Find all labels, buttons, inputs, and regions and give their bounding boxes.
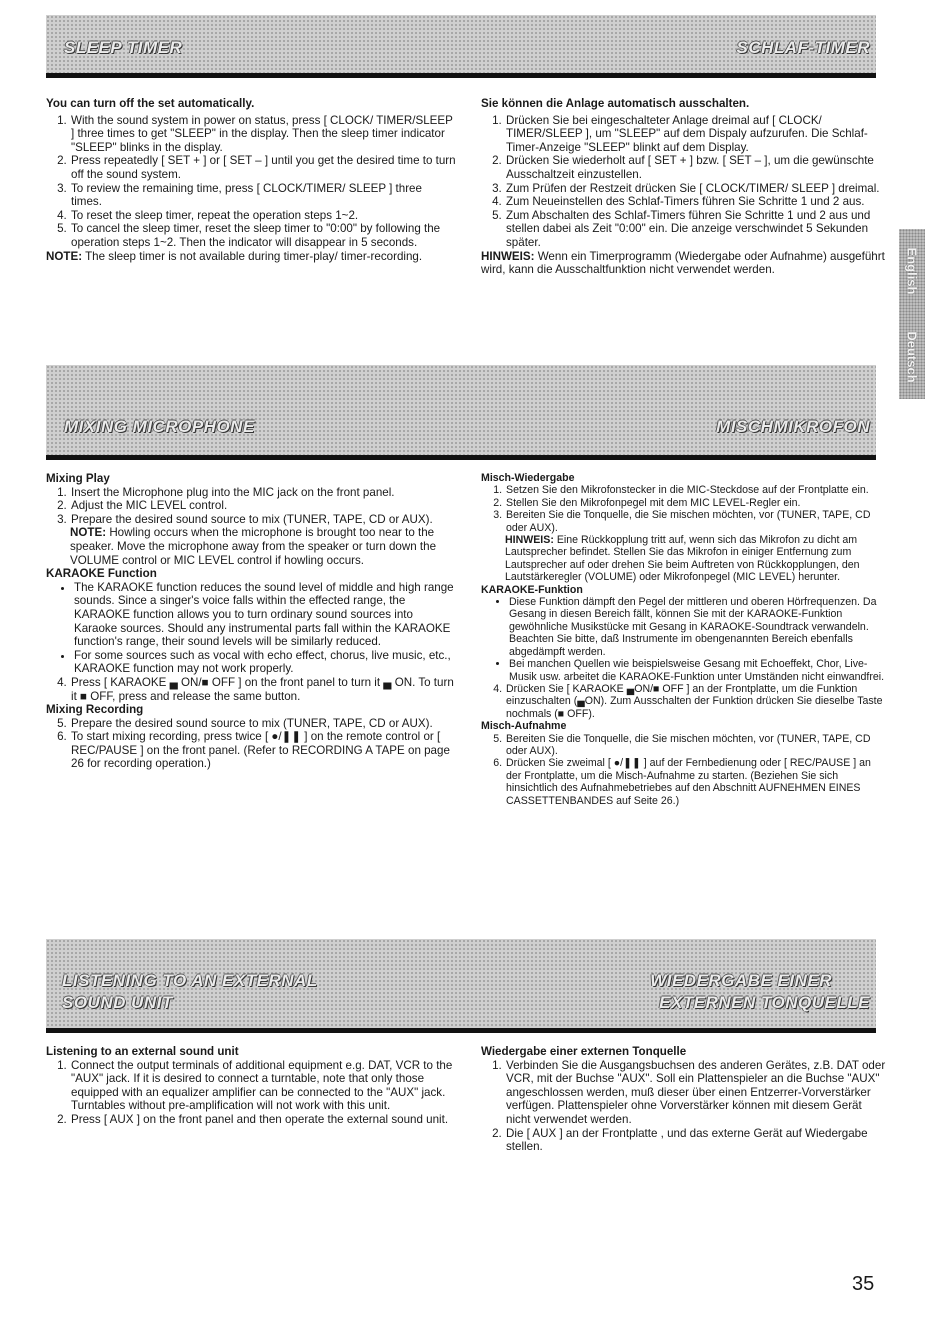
list-item: 5. Prepare the desired sound source to mix (TUNER, TAPE, CD or AUX).	[70, 717, 456, 731]
mixing-de-column	[481, 472, 888, 807]
list-item: 4. Press [ KARAOKE ▄ ON/■ OFF ] on the front panel to turn it ▄ ON. To turn it ■ OFF, press and release the same button.	[70, 676, 456, 703]
list-item: 4. Zum Neueinstellen des Schlaf-Timers führen Sie Schritte 1 und 2 aus.	[505, 195, 888, 209]
list-item: 1. With the sound system in power on status, press [ CLOCK/ TIMER/SLEEP ] three times to get "SLEEP" in the display. Then the sleep timer indicator "SLEEP" blinks in the display.	[70, 114, 456, 155]
list-item: 1. Insert the Microphone plug into the MIC jack on the front panel.	[70, 486, 456, 500]
list-item: 1. Verbinden Sie die Ausgangsbuchsen des anderen Gerätes, z.B. DAT oder VCR, mit der Buchse "AUX". Soll ein Plattenspieler an die Buchse "AUX" angeschlossen werden, muß dieser über einen Entzerrer-Vorverstärker verfügen. Plattenspieler ohne Vorverstärker können mit diesem Gerät nicht verwendet werden.	[505, 1059, 888, 1127]
external-de-column	[481, 1045, 888, 1154]
tab-english: English	[904, 247, 920, 295]
external-title-de-line2: EXTERNEN TONQUELLE	[659, 993, 870, 1012]
karaoke-bullets	[46, 581, 456, 676]
external-title-en-line1: LISTENING TO AN EXTERNAL	[62, 971, 318, 990]
karaoke-funktion-steps	[481, 683, 888, 720]
list-item: • Bei manchen Quellen wie beispielsweise Gesang mit Echoeffekt, Chor, Live-Musik usw. arbeitet die KARAOKE-Funktion unter Umständen nicht einwandfrei.	[509, 658, 888, 683]
note-label: HINWEIS:	[481, 249, 535, 263]
note-label: HINWEIS:	[505, 534, 554, 547]
external-de-steps	[481, 1059, 888, 1154]
sleep-title-en: SLEEP TIMER	[64, 38, 183, 57]
misch-aufnahme-steps	[481, 733, 888, 807]
note-label: NOTE:	[46, 249, 83, 263]
list-item: 4. To reset the sleep timer, repeat the operation steps 1~2.	[70, 209, 456, 223]
list-item: 2. Adjust the MIC LEVEL control.	[70, 499, 456, 513]
mixing-de-note	[481, 534, 888, 584]
sleep-en-column	[46, 97, 456, 263]
list-item: 3. Prepare the desired sound source to mix (TUNER, TAPE, CD or AUX).	[70, 513, 456, 527]
misch-wiedergabe-steps	[481, 484, 888, 534]
mixing-recording-heading: Mixing Recording	[46, 703, 144, 717]
sleep-en-note	[46, 250, 456, 264]
list-item: 1. Setzen Sie den Mikrofonstecker in die MIC-Steckdose auf der Frontplatte ein.	[505, 484, 888, 496]
list-item: 4. Drücken Sie [ KARAOKE ▄ON/■ OFF ] an der Frontplatte, um die Funktion einzuschalten (▄ON). Zum Ausschalten der Funktion drücken Sie dieselbe Taste nochmals (■ OFF).	[505, 683, 888, 720]
sleep-de-column	[481, 97, 888, 277]
note-text: Howling occurs when the microphone is brought too near to the speaker. Move the microphone away from the speaker or turn down the VOLUME control or MIC LEVEL control if howling occurs.	[70, 526, 437, 567]
list-item: 3. To review the remaining time, press [ CLOCK/TIMER/ SLEEP ] three times.	[70, 182, 456, 209]
sleep-de-heading: Sie können die Anlage automatisch ausschalten.	[481, 97, 750, 110]
list-item: 5. Zum Abschalten des Schlaf-Timers führen Sie Schritte 1 und 2 aus und stellen dabei als Zeit "0:00" ein. Die anzeige verschwindet 5 Sekunden später.	[505, 209, 888, 250]
external-en-steps	[46, 1059, 456, 1127]
sleep-de-note	[481, 250, 888, 277]
list-item: 5. To cancel the sleep timer, reset the sleep timer to "0:00" by following the operation steps 1~2. Then the indicator will disappear in 5 seconds.	[70, 222, 456, 249]
karaoke-funktion-heading: KARAOKE-Funktion	[481, 583, 583, 596]
list-item: 5. Bereiten Sie die Tonquelle, die Sie mischen möchten, vor (TUNER, TAPE, CD oder AUX).	[505, 733, 888, 758]
language-side-tab	[899, 229, 925, 399]
list-item: 2. Drücken Sie wiederholt auf [ SET + ] bzw. [ SET – ], um die gewünschte Ausschaltzeit einzustellen.	[505, 154, 888, 181]
note-label: NOTE:	[70, 526, 107, 540]
list-item: 2. Die [ AUX ] an der Frontplatte , und das externe Gerät auf Wiedergabe stellen.	[505, 1127, 888, 1154]
sleep-de-steps	[481, 114, 888, 250]
list-item: • The KARAOKE function reduces the sound level of middle and high range sounds. Since a singer's voice falls within the effected range, the KARAOKE function allows you to turn ordinary sound sources into Karaoke sources. Should any instrumental parts fall within the KARAOKE function's range, their sound levels will be similarly reduced.	[74, 581, 456, 649]
list-item: • For some sources such as vocal with echo effect, chorus, live music, etc., KARAOKE function may not work properly.	[74, 649, 456, 676]
misch-wiedergabe-heading: Misch-Wiedergabe	[481, 472, 575, 484]
karaoke-funktion-bullets	[481, 596, 888, 683]
list-item: 2. Press repeatedly [ SET + ] or [ SET – ] until you get the desired time to turn off the sound system.	[70, 154, 456, 181]
note-text: The sleep timer is not available during timer-play/ timer-recording.	[85, 249, 423, 263]
list-item: • Diese Funktion dämpft den Pegel der mittleren und oberen Hörfrequenzen. Da Gesang in diesen Bereich fällt, können Sie mit der KARAOKE-Funktion gewöhnliche Musikstücke mit Gesang in KARAOKE-Soundtrack verwandeln. Beachten Sie bitte, daß Instrumente im obengenannten Bereich ebenfalls abgedämpft werden.	[509, 596, 888, 658]
karaoke-heading: KARAOKE Function	[46, 567, 157, 581]
mixing-title-de: MISCHMIKROFON	[716, 417, 870, 436]
external-sound-banner	[46, 939, 876, 1033]
list-item: 2. Stellen Sie den Mikrofonpegel mit dem MIC LEVEL-Regler ein.	[505, 497, 888, 509]
mixing-recording-steps	[46, 717, 456, 771]
list-item: 2. Press [ AUX ] on the front panel and then operate the external sound unit.	[70, 1113, 456, 1127]
mixing-title-en: MIXING MICROPHONE	[64, 417, 255, 436]
external-title-de-line1: WIEDERGABE EINER	[650, 971, 832, 990]
page-number: 35	[852, 1273, 875, 1295]
note-text: Eine Rückkopplung tritt auf, wenn sich das Mikrofon zu dicht am Lautsprecher befindet. Stellen Sie das Mikrofon in einiger Entfernung zum Lautsprecher auf oder drehen Sie beim Auftreten von Rückkopplungen, den Lautstärkeregler (VOLUME) oder Mikrofonpegel (MIC LEVEL) herunter.	[505, 534, 860, 584]
sleep-title-de: SCHLAF-TIMER	[736, 38, 870, 57]
mixing-play-heading: Mixing Play	[46, 472, 110, 485]
list-item: 3. Zum Prüfen der Restzeit drücken Sie [ CLOCK/TIMER/ SLEEP ] dreimal.	[505, 182, 888, 196]
mixing-en-note	[46, 526, 456, 567]
karaoke-steps	[46, 676, 456, 703]
mixing-microphone-banner	[46, 365, 876, 460]
misch-aufnahme-heading: Misch-Aufnahme	[481, 720, 567, 733]
external-de-heading: Wiedergabe einer externen Tonquelle	[481, 1045, 687, 1058]
mixing-en-column	[46, 472, 456, 771]
list-item: 6. To start mixing recording, press twice [ ●/❚❚ ] on the remote control or [ REC/PAUSE ] on the front panel. (Refer to RECORDING A TAPE on page 26 for recording operation.)	[70, 730, 456, 771]
list-item: 3. Bereiten Sie die Tonquelle, die Sie mischen möchten, vor (TUNER, TAPE, CD oder AUX).	[505, 509, 888, 534]
list-item: 1. Drücken Sie bei eingeschalteter Anlage dreimal auf [ CLOCK/ TIMER/SLEEP ], um "SLEEP" auf dem Dispaly aufzurufen. Die Schlaf-Timer-Anzeige "SLEEP" blinkt auf dem Display.	[505, 114, 888, 155]
list-item: 1. Connect the output terminals of additional equipment e.g. DAT, VCR to the "AUX" jack. If it is desired to connect a turntable, note that only those equipped with an equalizer amplifier can be connected to the "AUX" jack. Turntables without pre-amplification will not work with this unit.	[70, 1059, 456, 1113]
sleep-en-heading: You can turn off the set automatically.	[46, 97, 255, 110]
mixing-play-steps	[46, 486, 456, 527]
external-title-en-line2: SOUND UNIT	[62, 993, 173, 1012]
list-item: 6. Drücken Sie zweimal [ ●/❚❚ ] auf der Fernbedienung oder [ REC/PAUSE ] an der Frontplatte, um die Misch-Aufnahme zu starten. (Beziehen Sie sich hinsichtlich des Aufnahmebetriebes auf den Abschnitt AUFNEHMEN EINES CASSETTENBANDES auf Seite 26.)	[505, 757, 888, 807]
sleep-en-steps	[46, 114, 456, 250]
note-text: Wenn ein Timerprogramm (Wiedergabe oder Aufnahme) ausgeführt wird, kann die Ausschaltfunktion nicht verwendet werden.	[481, 249, 885, 277]
external-en-heading: Listening to an external sound unit	[46, 1045, 239, 1058]
tab-deutsch: Deutsch	[904, 331, 920, 383]
sleep-timer-banner	[46, 15, 876, 78]
external-en-column	[46, 1045, 456, 1127]
